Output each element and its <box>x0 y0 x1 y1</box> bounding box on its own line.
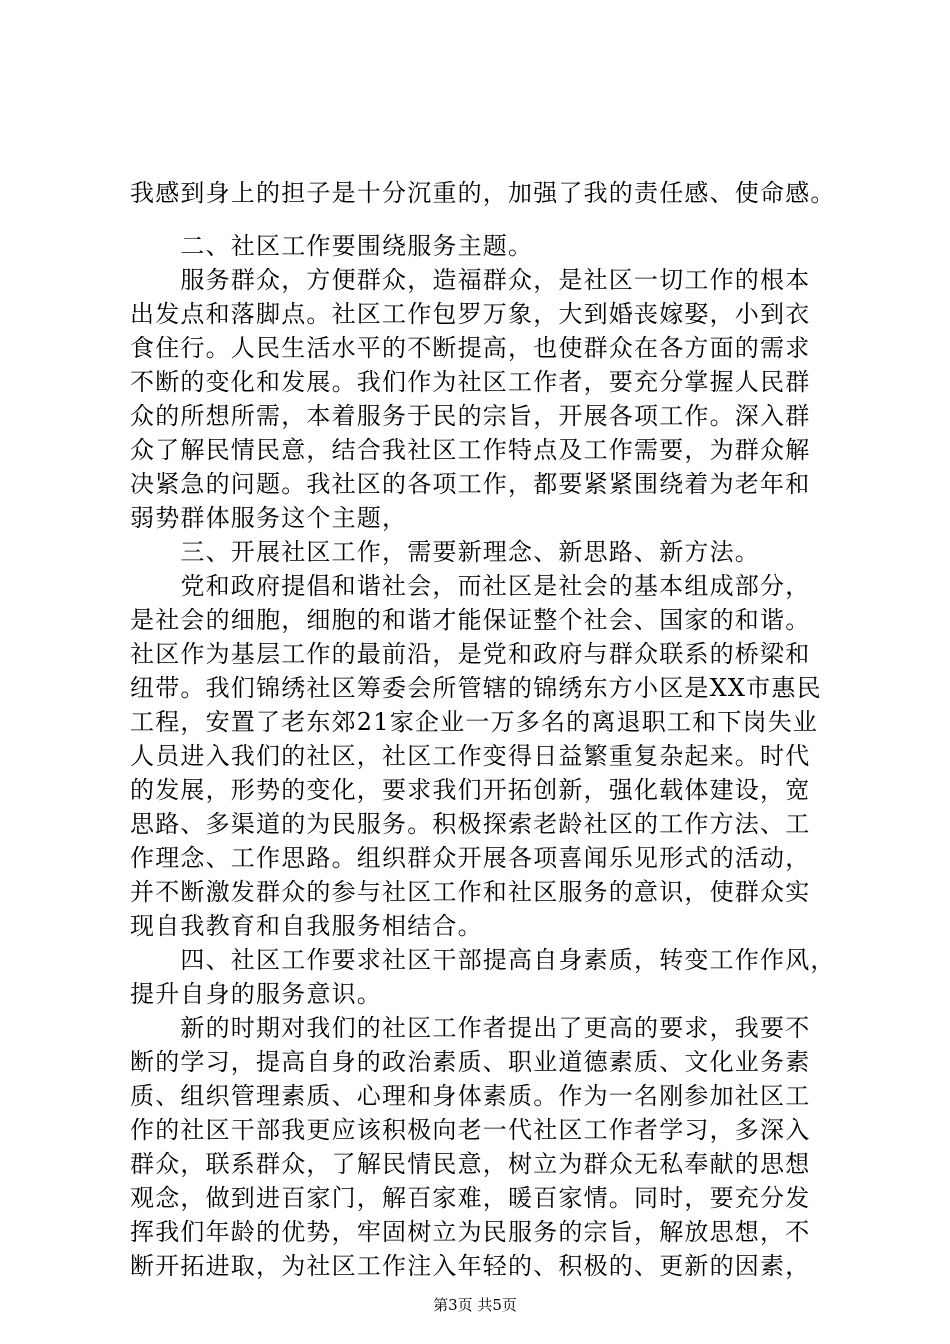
text-line: 新的时期对我们的社区工作者提出了更高的要求，我要不 <box>130 1014 811 1042</box>
text-line: 服务群众，方便群众，造福群众，是社区一切工作的根本 <box>130 266 811 294</box>
section-heading: 四、社区工作要求社区干部提高自身素质，转变工作作风， <box>130 946 836 974</box>
text-line: 思路、多渠道的为民服务。积极探索老龄社区的工作方法、工 <box>130 810 811 838</box>
text-line: 众了解民情民意，结合我社区工作特点及工作需要，为群众解 <box>130 436 811 464</box>
text-line: 党和政府提倡和谐社会，而社区是社会的基本组成部分， <box>130 572 811 600</box>
text-line: 人员进入我们的社区，社区工作变得日益繁重复杂起来。时代 <box>130 742 811 770</box>
text-line: 众的所想所需，本着服务于民的宗旨，开展各项工作。深入群 <box>130 402 811 430</box>
page-number-footer: 第3页 共5页 <box>433 1296 517 1314</box>
text-line: 弱势群体服务这个主题， <box>130 504 408 532</box>
text-line: 工程，安置了老东郊21家企业一万多名的离退职工和下岗失业 <box>130 708 819 736</box>
text-line: 群众，联系群众，了解民情民意，树立为群众无私奉献的思想 <box>130 1150 811 1178</box>
text-line: 的发展，形势的变化，要求我们开拓创新，强化载体建设，宽 <box>130 776 811 804</box>
text-line: 食住行。人民生活水平的不断提高，也使群众在各方面的需求 <box>130 334 811 362</box>
section-heading: 三、开展社区工作，需要新理念、新思路、新方法。 <box>130 538 760 566</box>
text-line: 现自我教育和自我服务相结合。 <box>130 912 483 940</box>
text-line: 观念，做到进百家门，解百家难，暖百家情。同时，要充分发 <box>130 1184 811 1212</box>
text-line: 是社会的细胞，细胞的和谐才能保证整个社会、国家的和谐。 <box>130 606 811 634</box>
section-heading: 二、社区工作要围绕服务主题。 <box>130 232 534 260</box>
text-line: 出发点和落脚点。社区工作包罗万象，大到婚丧嫁娶，小到衣 <box>130 300 811 328</box>
text-line: 断开拓进取，为社区工作注入年轻的、积极的、更新的因素， <box>130 1252 811 1280</box>
text-line: 作的社区干部我更应该积极向老一代社区工作者学习，多深入 <box>130 1116 811 1144</box>
text-line: 纽带。我们锦绣社区筹委会所管辖的锦绣东方小区是XX市惠民 <box>130 674 822 702</box>
text-line: 质、组织管理素质、心理和身体素质。作为一名刚参加社区工 <box>130 1082 811 1110</box>
text-line: 挥我们年龄的优势，牢固树立为民服务的宗旨，解放思想，不 <box>130 1218 811 1246</box>
text-line: 提升自身的服务意识。 <box>130 980 382 1008</box>
text-line: 并不断激发群众的参与社区工作和社区服务的意识，使群众实 <box>130 878 811 906</box>
text-line: 断的学习，提高自身的政治素质、职业道德素质、文化业务素 <box>130 1048 811 1076</box>
text-line: 我感到身上的担子是十分沉重的，加强了我的责任感、使命感。 <box>130 179 836 207</box>
text-line: 决紧急的问题。我社区的各项工作，都要紧紧围绕着为老年和 <box>130 470 811 498</box>
text-line: 社区作为基层工作的最前沿，是党和政府与群众联系的桥梁和 <box>130 640 811 668</box>
text-line: 作理念、工作思路。组织群众开展各项喜闻乐见形式的活动， <box>130 844 811 872</box>
text-line: 不断的变化和发展。我们作为社区工作者，要充分掌握人民群 <box>130 368 811 396</box>
